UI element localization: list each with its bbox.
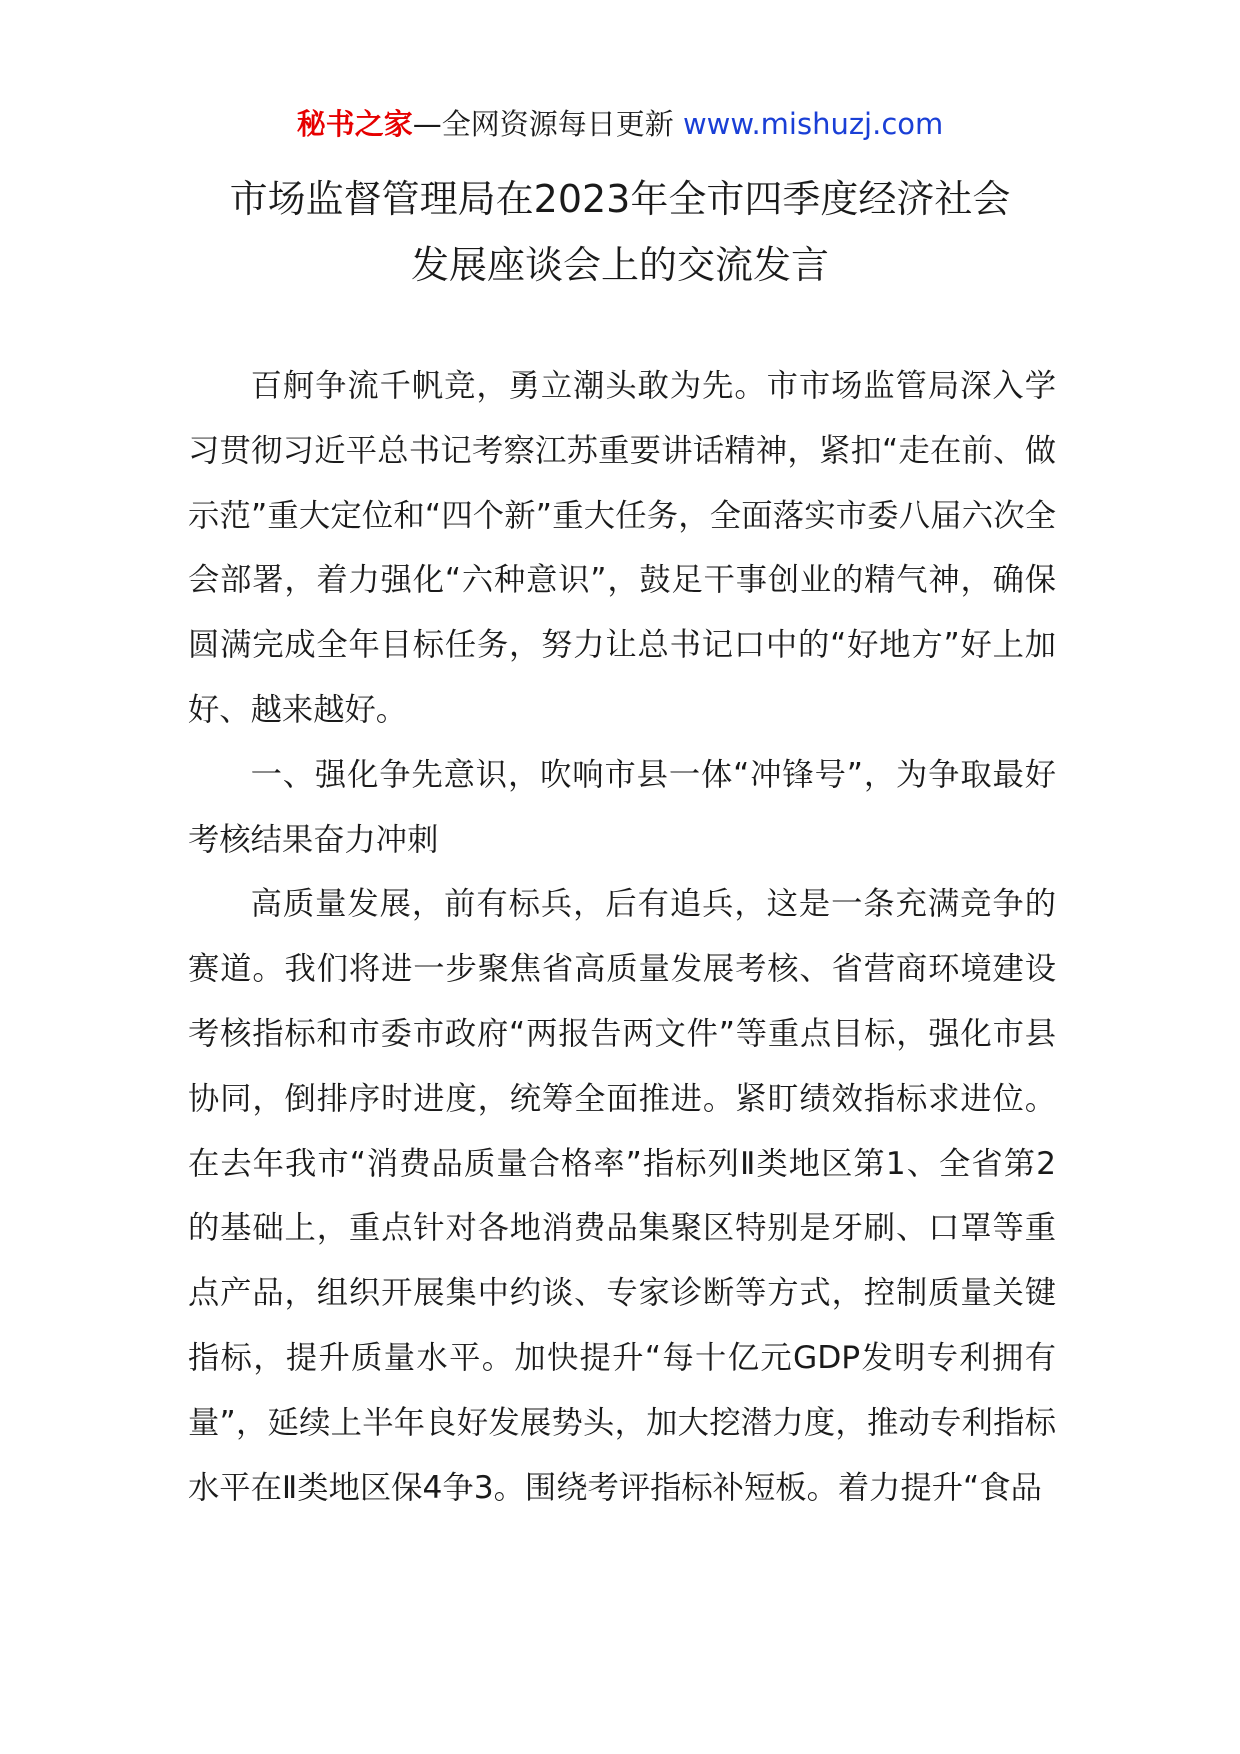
- paragraph-intro: 百舸争流千帆竞，勇立潮头敢为先。市市场监管局深入学习贯彻习近平总书记考察江苏重要讲话精神，紧扣“走在前、做示范”重大定位和“四个新”重大任务，全面落实市委八届六次全会部署，着力强化“六种意识”，鼓足干事创业的精气神，确保圆满完成全年目标任务，努力让总书记口中的“好地方”好上加好、越来越好。: [188, 368, 1056, 728]
- site-banner: [0, 104, 1240, 144]
- title-line-2: 发展座谈会上的交流发言: [410, 243, 829, 287]
- banner-tagline: —全网资源每日更新: [412, 107, 683, 141]
- banner-url-link[interactable]: www.mishuzj.com: [682, 107, 944, 141]
- document-body: [188, 354, 1056, 1520]
- section-heading-1: 一、强化争先意识，吹响市县一体“冲锋号”，为争取最好考核结果奋力冲刺: [188, 756, 1056, 858]
- document-title: [150, 166, 1090, 298]
- paragraph-section-1: 高质量发展，前有标兵，后有追兵，这是一条充满竞争的赛道。我们将进一步聚焦省高质量发展考核、省营商环境建设考核指标和市委市政府“两报告两文件”等重点目标，强化市县协同，倒排序时进度，统筹全面推进。紧盯绩效指标求进位。在去年我市“消费品质量合格率”指标列Ⅱ类地区第1、全省第2的基础上，重点针对各地消费品集聚区特别是牙刷、口罩等重点产品，组织开展集中约谈、专家诊断等方式，控制质量关键指标，提升质量水平。加快提升“每十亿元GDP发明专利拥有量”，延续上半年良好发展势头，加大挖潜力度，推动专利指标水平在Ⅱ类地区保4争3。围绕考评指标补短板。着力提升“食品: [188, 886, 1056, 1506]
- banner-brand: 秘书之家: [296, 107, 413, 141]
- title-line-1: 市场监督管理局在2023年全市四季度经济社会: [229, 177, 1011, 221]
